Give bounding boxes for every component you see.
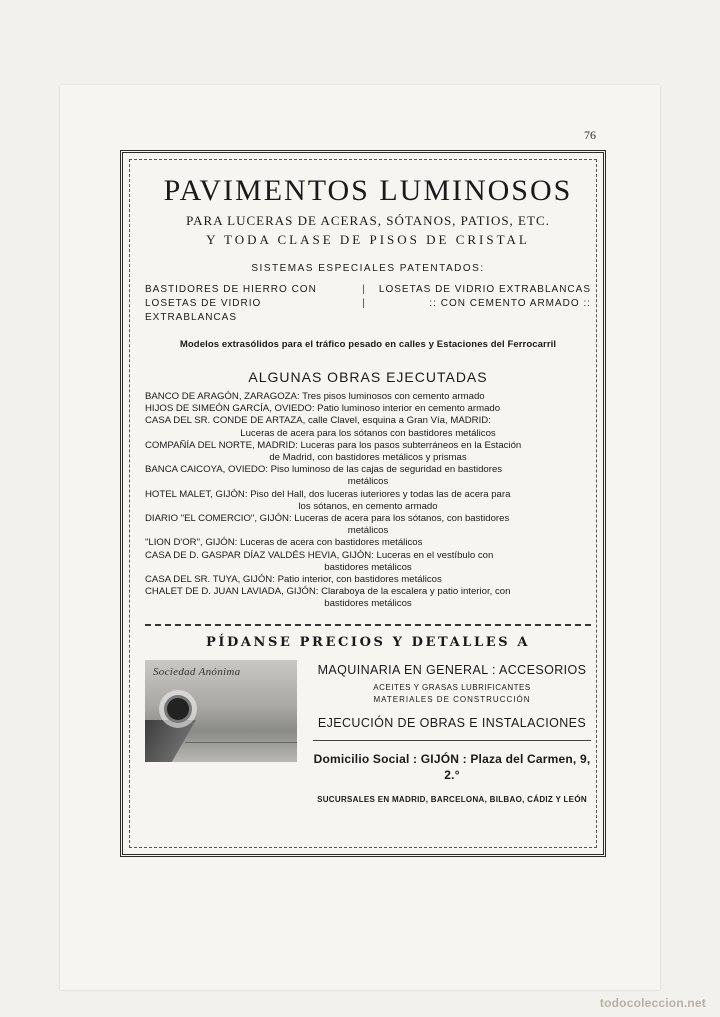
list-item: BANCO DE ARAGÓN, ZARAGOZA: Tres pisos luminosos con cemento armado: [145, 391, 485, 402]
list-item: CASA DEL SR. CONDE DE ARTAZA, calle Clavel, esquina a Gran Vía, MADRID: Luceras de acera para los sótanos con bastidores metálicos: [145, 415, 496, 439]
domicilio-line: Domicilio Social : GIJÓN : Plaza del Carmen, 9, 2.°: [313, 751, 591, 782]
company-block: [145, 660, 591, 805]
dashed-divider: [145, 624, 591, 626]
ad-title: PAVIMENTOS LUMINOSOS: [163, 174, 573, 207]
sistemas-separator: [357, 283, 371, 325]
logo-text: Sociedad Anónima: [153, 665, 241, 678]
list-item: CASA DE D. GASPAR DÍAZ VALDÉS HEVIA, GIJÓN: Luceras en el vestíbulo con bastidores metálicos: [145, 549, 494, 573]
list-item: BANCA CAICOYA, OVIEDO: Piso luminoso de las cajas de seguridad en bastidores metálicos: [145, 464, 503, 488]
list-item: DIARIO "EL COMERCIO", GIJÓN: Luceras de acera para los sótanos, con bastidores metálicos: [145, 513, 510, 537]
sistemas-heading: SISTEMAS ESPECIALES PATENTADOS:: [251, 263, 485, 274]
ejecucion-line: EJECUCIÓN DE OBRAS E INSTALACIONES: [317, 715, 587, 730]
sistemas-columns: [145, 283, 591, 325]
sun-emblem-icon: [167, 698, 189, 720]
maquinaria-line: MAQUINARIA EN GENERAL : ACCESORIOS: [317, 662, 587, 677]
list-item: COMPAÑÍA DEL NORTE, MADRID: Luceras para los pasos subterráneos en la Estación de Madrid, con bastidores metálicos y prismas: [145, 439, 522, 464]
sistemas-right-line-1: LOSETAS DE VIDRIO EXTRABLANCAS: [378, 284, 591, 295]
ad-subtitle-1: PARA LUCERAS DE ACERAS, SÓTANOS, PATIOS, ETC.: [186, 213, 550, 228]
sistemas-right-line-2: :: CON CEMENTO ARMADO ::: [429, 298, 591, 309]
sistemas-left-line-1: BASTIDORES DE HIERRO CON: [145, 284, 317, 295]
obras-heading: ALGUNAS OBRAS EJECUTADAS: [248, 369, 488, 385]
list-item: CHALET DE D. JUAN LAVIADA, GIJÓN: Claraboya de la escalera y patio interior, con bastidores metálicos: [145, 586, 511, 610]
sucursales-line: SUCURSALES EN MADRID, BARCELONA, BILBAO, CÁDIZ Y LEÓN: [317, 794, 587, 804]
pidanse-heading: PÍDANSE PRECIOS Y DETALLES A: [205, 634, 531, 650]
cliff-shape: [145, 720, 205, 762]
list-item: HIJOS DE SIMEÓN GARCÍA, OVIEDO: Patio luminoso interior en cemento armado: [145, 403, 501, 415]
modelos-line: Modelos extrasólidos para el tráfico pesado en calles y Estaciones del Ferrocarril: [179, 339, 557, 350]
sistemas-left: [145, 283, 357, 325]
sistemas-left-line-2: LOSETAS DE VIDRIO EXTRABLANCAS: [145, 298, 262, 323]
horizon-line: [185, 742, 297, 743]
separator-bar-2: |: [362, 298, 366, 309]
advertisement-content: [145, 172, 591, 805]
sistemas-right: [371, 283, 591, 325]
list-item: CASA DEL SR. TUYA, GIJÓN: Patio interior, con bastidores metálicos: [145, 574, 442, 586]
solid-divider: [313, 740, 591, 741]
page-number: 76: [584, 128, 596, 142]
separator-bar-1: |: [362, 284, 366, 295]
company-details: [297, 660, 591, 805]
ad-subtitle-2: Y TODA CLASE DE PISOS DE CRISTAL: [206, 232, 530, 247]
watermark: todocoleccion.net: [599, 996, 706, 1010]
aceites-line: ACEITES Y GRASAS LUBRIFICANTES: [373, 682, 531, 692]
list-item: "LION D'OR", GIJÓN: Luceras de acera con bastidores metálicos: [145, 537, 423, 549]
obras-list: [145, 391, 591, 611]
company-logo: [145, 660, 297, 762]
list-item: HOTEL MALET, GIJÓN: Piso del Hall, dos luceras iuteriores y todas las de acera para los sótanos, en cemento armado: [145, 488, 511, 512]
materiales-line: MATERIALES DE CONSTRUCCIÓN: [373, 694, 531, 704]
